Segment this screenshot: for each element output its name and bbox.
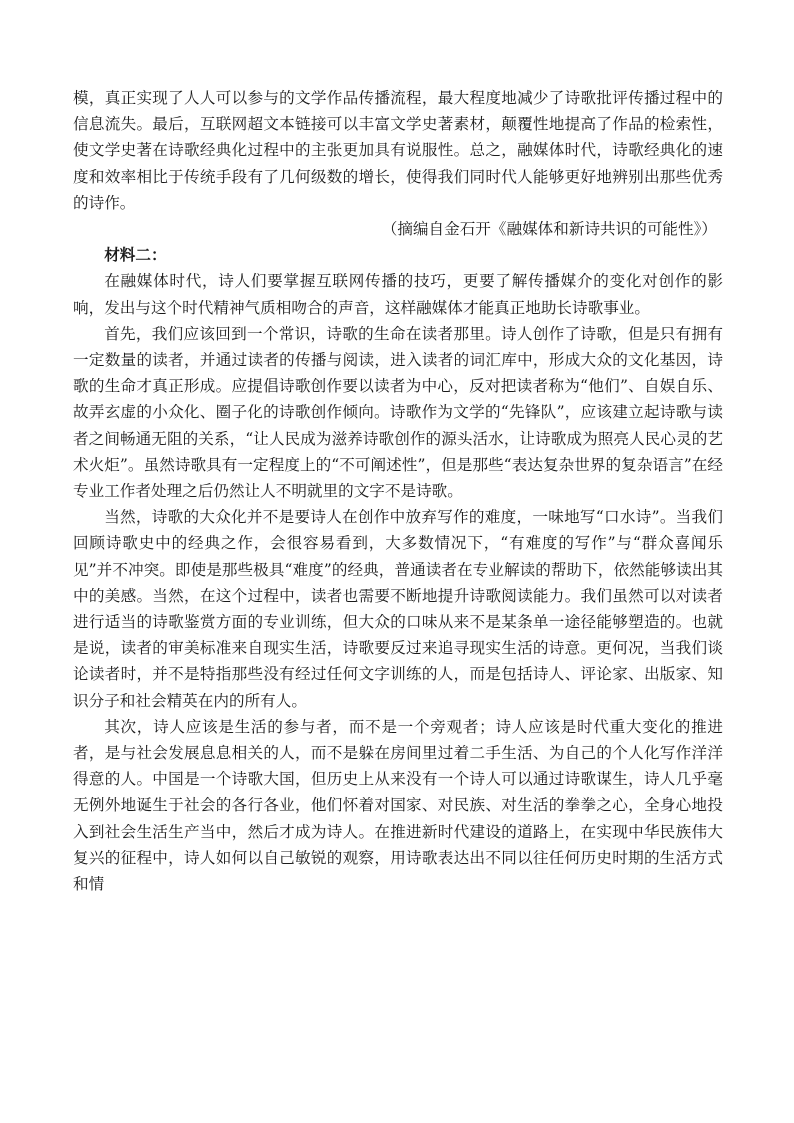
material-two-paragraph-1: 在融媒体时代，诗人们要掌握互联网传播的技巧，更要了解传播媒介的变化对创作的影响，发出与这个时代精神气质相吻合的声音，这样融媒体才能真正地助长诗歌事业。 [73,272,723,317]
material-one-closing-paragraph: 模，真正实现了人人可以参与的文学作品传播流程，最大程度地减少了诗歌批评传播过程中的信息流失。最后，互联网超文本链接可以丰富文学史著素材，颠覆性地提高了作品的检索性，使文学史著在诗歌经典化过程中的主张更加具有说服性。总之，融媒体时代，诗歌经典化的速度和效率相比于传统手段有了几何级数的增长，使得我们同时代人能够更好地辨别出那些优秀的诗作。 [73,89,723,212]
article-body [73,85,723,897]
material-one-source-citation: （摘编自金石开《融媒体和新诗共识的可能性》） [381,220,717,239]
material-two-paragraph-4: 其次，诗人应该是生活的参与者，而不是一个旁观者；诗人应该是时代重大变化的推进者，是与社会发展息息相关的人，而不是躲在房间里过着二手生活、为自己的个人化写作洋洋得意的人。中国是一个诗歌大国，但历史上从来没有一个诗人可以通过诗歌谋生，诗人几乎毫无例外地诞生于社会的各行各业，他们怀着对国家、对民族、对生活的拳拳之心，全身心地投入到社会生活生产当中，然后才成为诗人。在推进新时代建设的道路上，在实现中华民族伟大复兴的征程中，诗人如何以自己敏锐的观察，用诗歌表达出不同以往任何历史时期的生活方式和情 [73,717,723,894]
material-two-paragraph-2: 首先，我们应该回到一个常识，诗歌的生命在读者那里。诗人创作了诗歌，但是只有拥有一定数量的读者，并通过读者的传播与阅读，进入读者的词汇库中，形成大众的文化基因，诗歌的生命才真正形成。应提倡诗歌创作要以读者为中心，反对把读者称为“他们”、自娱自乐、故弄玄虚的小众化、圈子化的诗歌创作倾向。诗歌作为文学的“先锋队”，应该建立起诗歌与读者之间畅通无阻的关系，“让人民成为滋养诗歌创作的源头活水，让诗歌成为照亮人民心灵的艺术火炬”。虽然诗歌具有一定程度上的“不可阐述性”，但是那些“表达复杂世界的复杂语言”在经专业工作者处理之后仍然让人不明就里的文字不是诗歌。 [73,324,723,501]
material-two-paragraph-3: 当然，诗歌的大众化并不是要诗人在创作中放弃写作的难度，一味地写“口水诗”。当我们回顾诗歌史中的经典之作，会很容易看到，大多数情况下，“有难度的写作”与“群众喜闻乐见”并不冲突。即使是那些极具“难度”的经典，普通读者在专业解读的帮助下，依然能够读出其中的美感。当然，在这个过程中，读者也需要不断地提升诗歌阅读能力。我们虽然可以对读者进行适当的诗歌鉴赏方面的专业训练，但大众的口味从来不是某条单一途径能够塑造的。也就是说，读者的审美标准来自现实生活，诗歌要反过来追寻现实生活的诗意。更何况，当我们谈论读者时，并不是特指那些没有经过任何文字训练的人，而是包括诗人、评论家、出版家、知识分子和社会精英在内的所有人。 [73,508,723,710]
material-two-heading: 材料二： [104,246,167,265]
